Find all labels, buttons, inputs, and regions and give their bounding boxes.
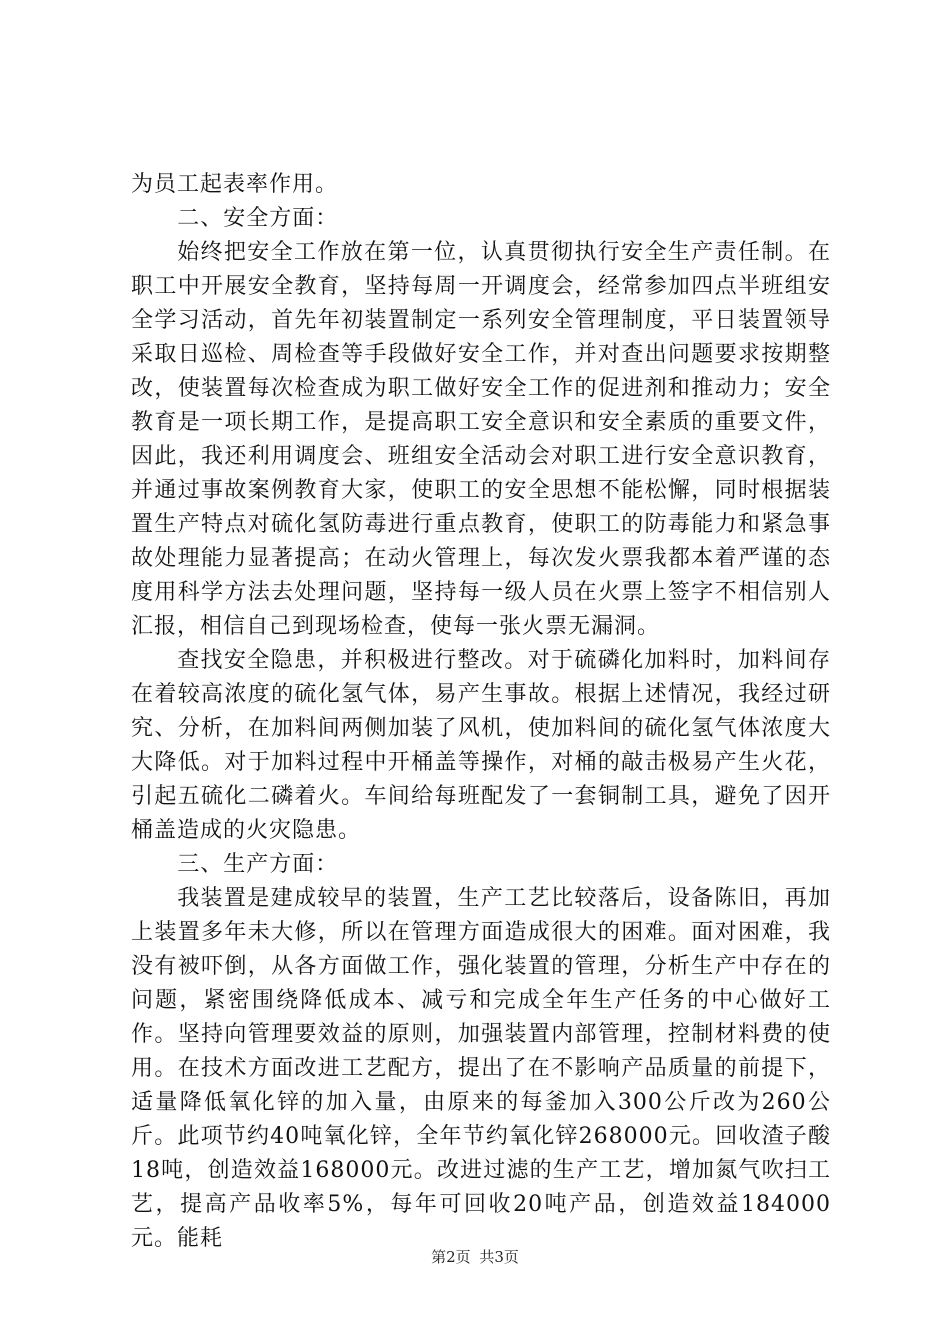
page-footer — [0, 1246, 950, 1267]
section-heading-safety: 二、安全方面： — [177, 206, 339, 231]
page-total: 共3页 — [479, 1248, 519, 1266]
paragraph-1: 为员工起表率作用。 — [131, 172, 339, 197]
page-number: 第2页 — [431, 1248, 471, 1266]
section-heading-production: 三、生产方面： — [177, 852, 339, 877]
paragraph-production: 我装置是建成较早的装置，生产工艺比较落后，设备陈旧，再加上装置多年未大修，所以在管理方面造成很大的困难。面对困难，我没有被吓倒，从各方面做工作，强化装置的管理，分析生产中存在的问题，紧密围绕降低成本、减亏和完成全年生产任务的中心做好工作。坚持向管理要效益的原则，加强装置内部管理，控制材料费的使用。在技术方面改进工艺配方，提出了在不影响产品质量的前提下，适量降低氧化锌的加入量，由原来的每釜加入300公斤改为260公斤。此项节约40吨氧化锌，全年节约氧化锌268000元。回收渣子酸18吨，创造效益168000元。改进过滤的生产工艺，增加氮气吹扫工艺，提高产品收率5%，每年可回收20吨产品，创造效益184000元。能耗 — [131, 886, 831, 1251]
paragraph-hazard-rectification: 查找安全隐患，并积极进行整改。对于硫磷化加料时，加料间存在着较高浓度的硫化氢气体，易产生事故。根据上述情况，我经过研究、分析，在加料间两侧加装了风机，使加料间的硫化氢气体浓度大大降低。对于加料过程中开桶盖等操作，对桶的敲击极易产生火花，引起五硫化二磷着火。车间给每班配发了一套铜制工具，避免了因开桶盖造成的火灾隐患。 — [131, 648, 831, 843]
document-body — [131, 168, 831, 1256]
paragraph-safety-work: 始终把安全工作放在第一位，认真贯彻执行安全生产责任制。在职工中开展安全教育，坚持每周一开调度会，经常参加四点半班组安全学习活动，首先年初装置制定一系列安全管理制度，平日装置领导采取日巡检、周检查等手段做好安全工作，并对查出问题要求按期整改，使装置每次检查成为职工做好安全工作的促进剂和推动力；安全教育是一项长期工作，是提高职工安全意识和安全素质的重要文件，因此，我还利用调度会、班组安全活动会对职工进行安全意识教育，并通过事故案例教育大家，使职工的安全思想不能松懈，同时根据装置生产特点对硫化氢防毒进行重点教育，使职工的防毒能力和紧急事故处理能力显著提高；在动火管理上，每次发火票我都本着严谨的态度用科学方法去处理问题，坚持每一级人员在火票上签字不相信别人汇报，相信自己到现场检查，使每一张火票无漏洞。 — [131, 240, 831, 639]
